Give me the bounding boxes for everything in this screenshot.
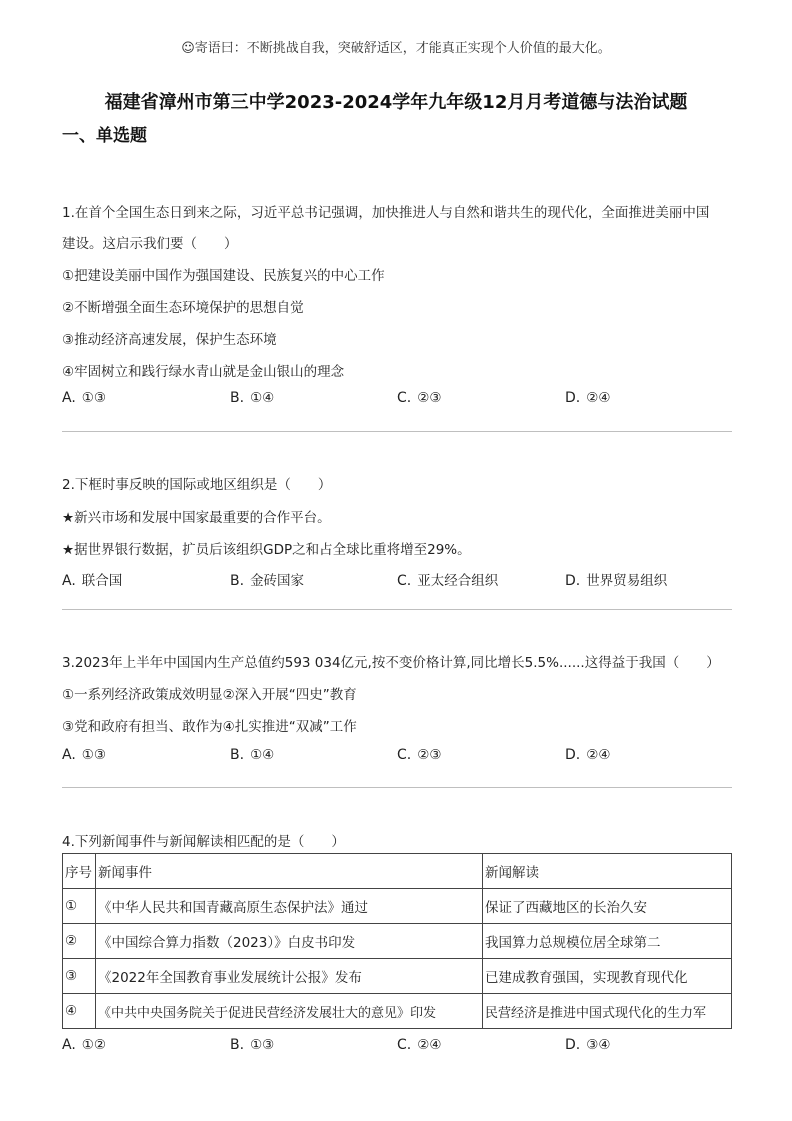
table-cell: ①: [63, 889, 96, 924]
section-heading: 一、单选题: [62, 126, 147, 146]
table-cell: 民营经济是推进中国式现代化的生力军: [483, 994, 732, 1029]
option-text: ①③: [250, 1037, 275, 1053]
option-b[interactable]: [230, 747, 274, 763]
option-text: ②④: [417, 1037, 442, 1053]
question-stem: 4.下列新闻事件与新闻解读相匹配的是（ ）: [62, 834, 345, 850]
statement-item: ③党和政府有担当、敢作为④扎实推进“双减”工作: [62, 719, 357, 735]
table-header-cell: 新闻解读: [483, 854, 732, 889]
table-cell: ②: [63, 924, 96, 959]
option-c[interactable]: [397, 747, 441, 763]
option-letter: D.: [565, 390, 581, 406]
option-d[interactable]: [565, 569, 667, 589]
option-letter: D.: [565, 573, 581, 589]
option-text: 金砖国家: [250, 573, 305, 589]
divider: [62, 787, 732, 788]
table-header-row: [63, 854, 732, 889]
table-row: [63, 889, 732, 924]
option-a[interactable]: [62, 747, 106, 763]
table-header-cell: 新闻事件: [96, 854, 483, 889]
option-text: ①③: [81, 390, 106, 406]
option-letter: B.: [230, 573, 245, 589]
question-stem: 2.下框时事反映的国际或地区组织是（ ）: [62, 477, 332, 493]
option-letter: C.: [397, 747, 412, 763]
table-row: [63, 924, 732, 959]
news-table: [62, 853, 732, 1029]
table-cell: 《中华人民共和国青藏高原生态保护法》通过: [96, 889, 483, 924]
statement-item: ★新兴市场和发展中国家最重要的合作平台。: [62, 510, 331, 526]
option-text: ①④: [250, 390, 275, 406]
option-c[interactable]: [397, 1037, 441, 1053]
option-letter: D.: [565, 747, 581, 763]
table-row: [63, 959, 732, 994]
divider: [62, 431, 732, 432]
option-text: ③④: [586, 1037, 611, 1053]
statement-item: ★据世界银行数据，扩员后该组织GDP之和占全球比重将增至29%。: [62, 542, 471, 558]
option-b[interactable]: [230, 390, 274, 406]
option-letter: B.: [230, 1037, 245, 1053]
statement-item: ④牢固树立和践行绿水青山就是金山银山的理念: [62, 364, 345, 380]
option-text: ②④: [586, 747, 611, 763]
table-header-cell: 序号: [63, 854, 96, 889]
table-cell: ④: [63, 994, 96, 1029]
option-letter: D.: [565, 1037, 581, 1053]
option-letter: C.: [397, 1037, 412, 1053]
option-letter: A.: [62, 747, 76, 763]
option-text: ②③: [417, 390, 442, 406]
table-row: [63, 994, 732, 1029]
table-cell: 已建成教育强国，实现教育现代化: [483, 959, 732, 994]
option-b[interactable]: [230, 1037, 274, 1053]
statement-item: ②不断增强全面生态环境保护的思想自觉: [62, 300, 304, 316]
option-text: ①③: [81, 747, 106, 763]
option-letter: B.: [230, 747, 245, 763]
question-stem: 1.在首个全国生态日到来之际，习近平总书记强调，加快推进人与自然和谐共生的现代化，全面推进美丽中国: [62, 205, 710, 221]
option-c[interactable]: [397, 390, 441, 406]
option-text: ②④: [586, 390, 611, 406]
option-text: ②③: [417, 747, 442, 763]
option-letter: C.: [397, 573, 412, 589]
divider: [62, 609, 732, 610]
option-text: ①④: [250, 747, 275, 763]
option-text: 世界贸易组织: [586, 573, 668, 589]
option-a[interactable]: [62, 569, 122, 589]
table-cell: ③: [63, 959, 96, 994]
option-c[interactable]: [397, 569, 498, 589]
option-d[interactable]: [565, 1037, 610, 1053]
option-a[interactable]: [62, 1037, 106, 1053]
option-letter: A.: [62, 390, 76, 406]
option-a[interactable]: [62, 390, 106, 406]
option-letter: C.: [397, 390, 412, 406]
question-stem: 3.2023年上半年中国国内生产总值约593 034亿元,按不变价格计算,同比增长5.5%......这得益于我国（ ）: [62, 655, 720, 671]
option-d[interactable]: [565, 747, 610, 763]
option-letter: A.: [62, 573, 76, 589]
option-text: 亚太经合组织: [417, 573, 499, 589]
option-letter: A.: [62, 1037, 76, 1053]
motto: ☺寄语曰：不断挑战自我，突破舒适区，才能真正实现个人价值的最大化。: [181, 41, 611, 56]
option-d[interactable]: [565, 390, 610, 406]
statement-item: ③推动经济高速发展，保护生态环境: [62, 332, 277, 348]
table-cell: 《2022年全国教育事业发展统计公报》发布: [96, 959, 483, 994]
option-letter: B.: [230, 390, 245, 406]
option-text: 联合国: [81, 573, 123, 589]
table-cell: 保证了西藏地区的长治久安: [483, 889, 732, 924]
table-cell: 我国算力总规模位居全球第二: [483, 924, 732, 959]
statement-item: ①把建设美丽中国作为强国建设、民族复兴的中心工作: [62, 268, 385, 284]
option-text: ①②: [81, 1037, 106, 1053]
table-cell: 《中共中央国务院关于促进民营经济发展壮大的意见》印发: [96, 994, 483, 1029]
statement-item: ①一系列经济政策成效明显②深入开展“四史”教育: [62, 687, 357, 703]
page-title: 福建省漳州市第三中学2023-2024学年九年级12月月考道德与法治试题: [104, 92, 688, 113]
table-cell: 《中国综合算力指数（2023）》白皮书印发: [96, 924, 483, 959]
question-stem: 建设。这启示我们要（ ）: [62, 236, 238, 252]
option-b[interactable]: [230, 569, 304, 589]
